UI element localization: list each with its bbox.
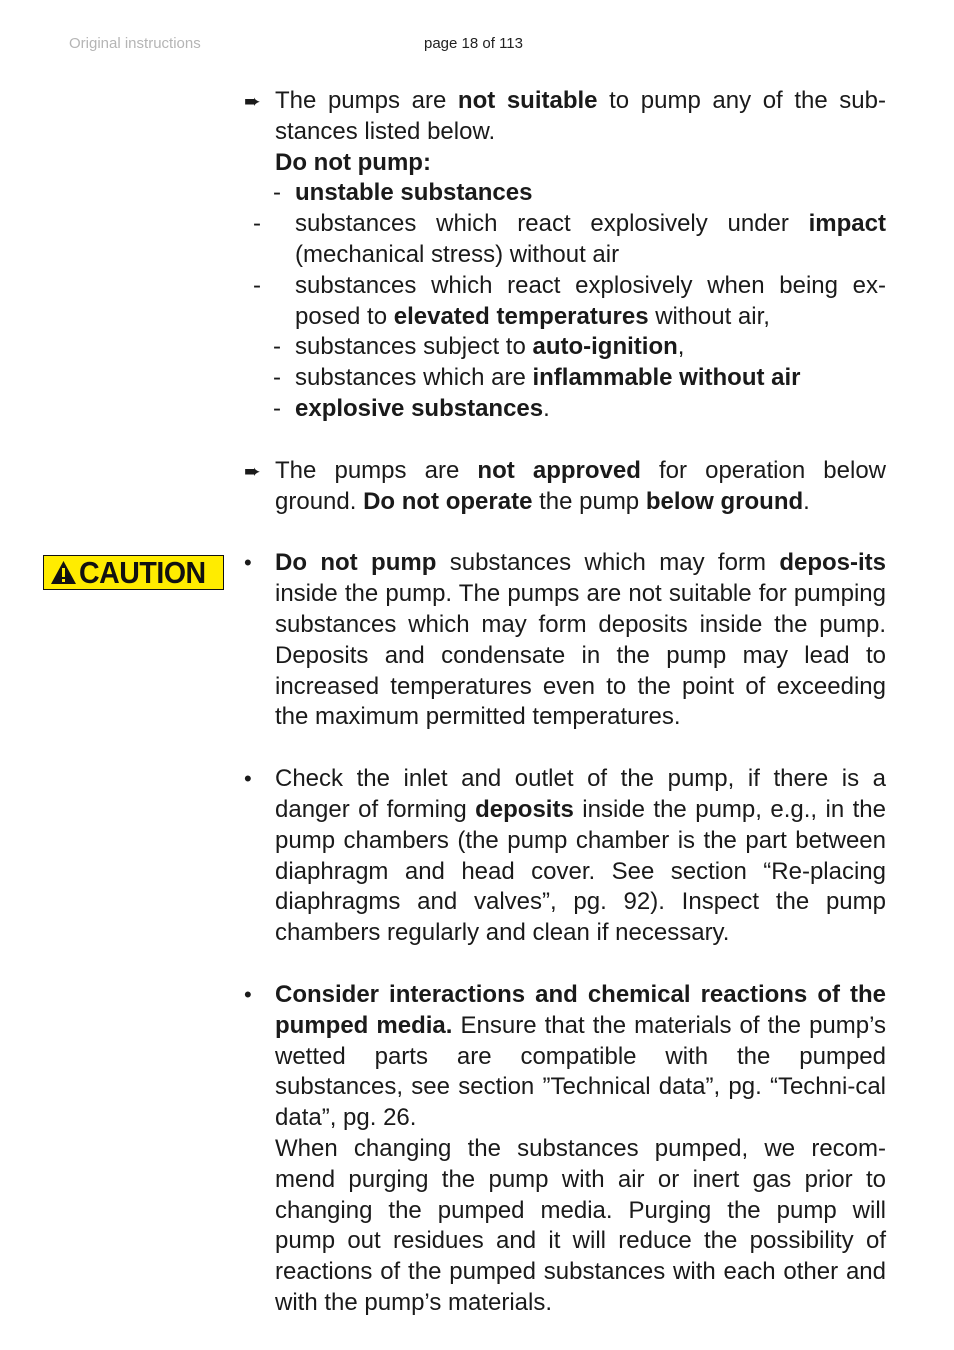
caution-text: CAUTION — [79, 555, 206, 590]
bullet-item-check-inlet — [244, 764, 886, 949]
bullet-icon: • — [244, 981, 252, 1007]
paragraph-check-inlet: Check the inlet and outlet of the pump, if there is a danger of forming deposits inside the pump, e.g., in the pump chambers (the pump chamber is the part between diaphragm and head cover. See section “Re-placing diaphragms and valves”, pg. 92). Inspect the pump chambers regularly and clean if necessary. — [275, 765, 887, 947]
bullet-item-deposits — [244, 548, 886, 733]
bullet-item-interactions — [244, 980, 886, 1319]
heading-do-not-pump: Do not pump: — [275, 148, 431, 176]
paragraph-purging: When changing the substances pumped, we recom-mend purging the pump with air or inert gas prior to changing the pumped media. Purging the pump will pump out residues and it will reduce the possibility of reactions of the pumped substances with each other and with the pump’s materials. — [275, 1134, 886, 1316]
list-item: - unstable substances — [273, 179, 533, 207]
list-item: - substances subject to auto-ignition, — [273, 333, 685, 361]
paragraph-below-ground: The pumps are not approved for operation below ground. Do not operate the pump below ground. — [275, 456, 886, 515]
arrow-item-not-approved — [244, 456, 886, 518]
bullet-icon: • — [244, 766, 252, 792]
warning-triangle-icon — [50, 560, 77, 585]
paragraph-not-suitable: The pumps are not suitable to pump any of the sub-stances listed below. — [275, 87, 886, 145]
paragraph-deposits: Do not pump substances which may form depos-its inside the pump. The pumps are not suitable for pumping substances which may form deposits inside the pump. Deposits and condensate in the pump may lead to increased temperatures even to the point of exceeding the maximum permitted temperatures. — [275, 549, 886, 731]
list-item: - substances which react explosively under impact (mechanical stress) without air — [253, 210, 886, 268]
paragraph-interactions: Consider interactions and chemical reactions of the pumped media. Ensure that the materials of the pump’s wetted parts are compatible with the pumped substances, see section ”Technical data”, pg. “Techni-cal data”, pg. 26. — [275, 980, 886, 1132]
main-content — [244, 86, 886, 1319]
arrow-icon: ➨ — [244, 460, 261, 483]
bullet-icon: • — [244, 550, 252, 576]
caution-label — [43, 555, 224, 590]
list-item: - explosive substances. — [273, 394, 550, 422]
list-item: - substances which are inflammable without air — [273, 364, 801, 392]
arrow-icon: ➨ — [244, 91, 261, 113]
document-title-header: Original instructions — [69, 35, 201, 52]
list-item: - substances which react explosively when being ex-posed to elevated temperatures without air, — [253, 271, 886, 330]
substance-list — [253, 178, 886, 424]
page-number: page 18 of 113 — [424, 35, 523, 52]
arrow-item-not-suitable — [244, 86, 886, 425]
